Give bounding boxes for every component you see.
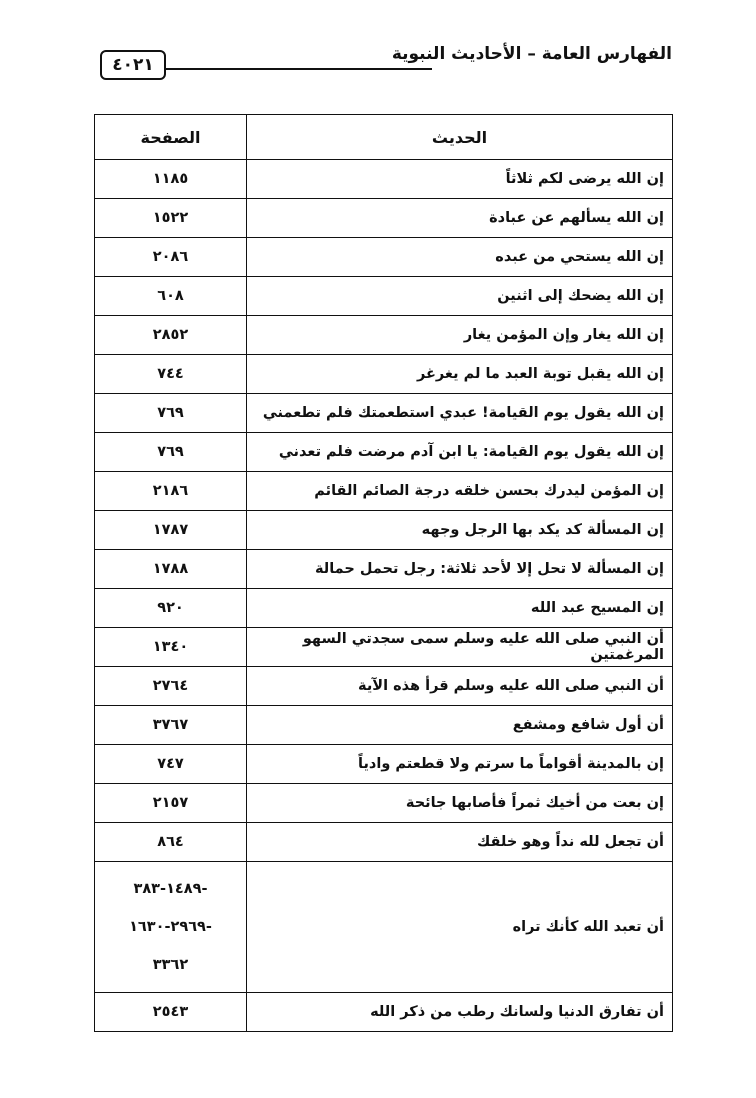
hadith-cell: إن الله يغار وإن المؤمن يغار [247, 316, 673, 355]
page-cell: ٢٥٤٣ [95, 993, 247, 1032]
page-ref: -١٤٨٩-٣٨٣ [133, 881, 208, 897]
header-title: الفهارس العامة – الأحاديث النبوية [391, 44, 672, 64]
table-row [95, 823, 673, 862]
table-row [95, 589, 673, 628]
table-row [95, 511, 673, 550]
table-row [95, 394, 673, 433]
page-cell: ١١٨٥ [95, 160, 247, 199]
header-rule [164, 68, 432, 70]
page-number-box: ٤٠٢١ [100, 50, 166, 80]
table-row [95, 355, 673, 394]
hadith-cell: إن الله يسألهم عن عبادة [247, 199, 673, 238]
hadith-cell: إن الله يرضى لكم ثلاثاً [247, 160, 673, 199]
table-row [95, 706, 673, 745]
table-row [95, 277, 673, 316]
hadith-cell: إن الله يقبل توبة العبد ما لم يغرغر [247, 355, 673, 394]
table-row [95, 238, 673, 277]
hadith-cell: أن النبي صلى الله عليه وسلم سمى سجدتي السهو المرغمتين [247, 628, 673, 667]
table-body [95, 160, 673, 1032]
page-cell: ٩٢٠ [95, 589, 247, 628]
hadith-cell: إن الله يضحك إلى اثنين [247, 277, 673, 316]
hadith-cell: إن المسألة كد يكد بها الرجل وجهه [247, 511, 673, 550]
page-ref: -٢٩٦٩-١٦٣٠ [129, 919, 212, 935]
hadith-cell: أن تجعل لله نداً وهو خلقك [247, 823, 673, 862]
table-header-row [95, 115, 673, 160]
page-list [103, 862, 238, 992]
table-row [95, 784, 673, 823]
page-cell: ١٧٨٧ [95, 511, 247, 550]
table-row [95, 199, 673, 238]
page-cell: ٢٧٦٤ [95, 667, 247, 706]
table-row [95, 667, 673, 706]
page-cell: ٢٠٨٦ [95, 238, 247, 277]
page-cell: ٢١٨٦ [95, 472, 247, 511]
hadith-cell: أن النبي صلى الله عليه وسلم قرأ هذه الآية [247, 667, 673, 706]
page-cell: ٦٠٨ [95, 277, 247, 316]
hadith-cell: أن تفارق الدنيا ولسانك رطب من ذكر الله [247, 993, 673, 1032]
page-cell: ٧٤٧ [95, 745, 247, 784]
table-row [95, 472, 673, 511]
table-row [95, 993, 673, 1032]
page-cell: ٧٦٩ [95, 433, 247, 472]
page-cell: ٧٦٩ [95, 394, 247, 433]
table-row [95, 160, 673, 199]
hadith-cell: إن الله يستحي من عبده [247, 238, 673, 277]
table-row [95, 316, 673, 355]
table-row [95, 745, 673, 784]
page-cell-multi [95, 862, 247, 993]
table-row-multi [95, 862, 673, 993]
hadith-cell: إن المسيح عبد الله [247, 589, 673, 628]
table-row [95, 550, 673, 589]
page-cell: ٧٤٤ [95, 355, 247, 394]
page-cell: ٣٧٦٧ [95, 706, 247, 745]
page-cell: ٨٦٤ [95, 823, 247, 862]
page-cell: ١٧٨٨ [95, 550, 247, 589]
page-cell: ١٣٤٠ [95, 628, 247, 667]
table-row [95, 433, 673, 472]
column-header-hadith: الحديث [247, 115, 673, 160]
hadith-cell: إن بالمدينة أقواماً ما سرتم ولا قطعتم وادياً [247, 745, 673, 784]
column-header-page: الصفحة [95, 115, 247, 160]
table-row [95, 628, 673, 667]
hadith-cell: إن الله يقول يوم القيامة: يا ابن آدم مرضت فلم تعدني [247, 433, 673, 472]
page-cell: ١٥٢٢ [95, 199, 247, 238]
hadith-cell: إن الله يقول يوم القيامة! عبدي استطعمتك فلم تطعمني [247, 394, 673, 433]
hadith-cell: إن المؤمن ليدرك بحسن خلقه درجة الصائم القائم [247, 472, 673, 511]
page-cell: ٢٨٥٢ [95, 316, 247, 355]
hadith-cell: إن بعت من أخيك ثمراً فأصابها جائحة [247, 784, 673, 823]
hadith-cell: أن تعبد الله كأنك تراه [247, 862, 673, 993]
hadith-cell: إن المسألة لا تحل إلا لأحد ثلاثة: رجل تحمل حمالة [247, 550, 673, 589]
hadith-cell: أن أول شافع ومشفع [247, 706, 673, 745]
hadith-index-table [94, 114, 673, 1032]
page-ref: ٣٣٦٢ [152, 957, 189, 973]
page-header [94, 38, 672, 78]
page-cell: ٢١٥٧ [95, 784, 247, 823]
